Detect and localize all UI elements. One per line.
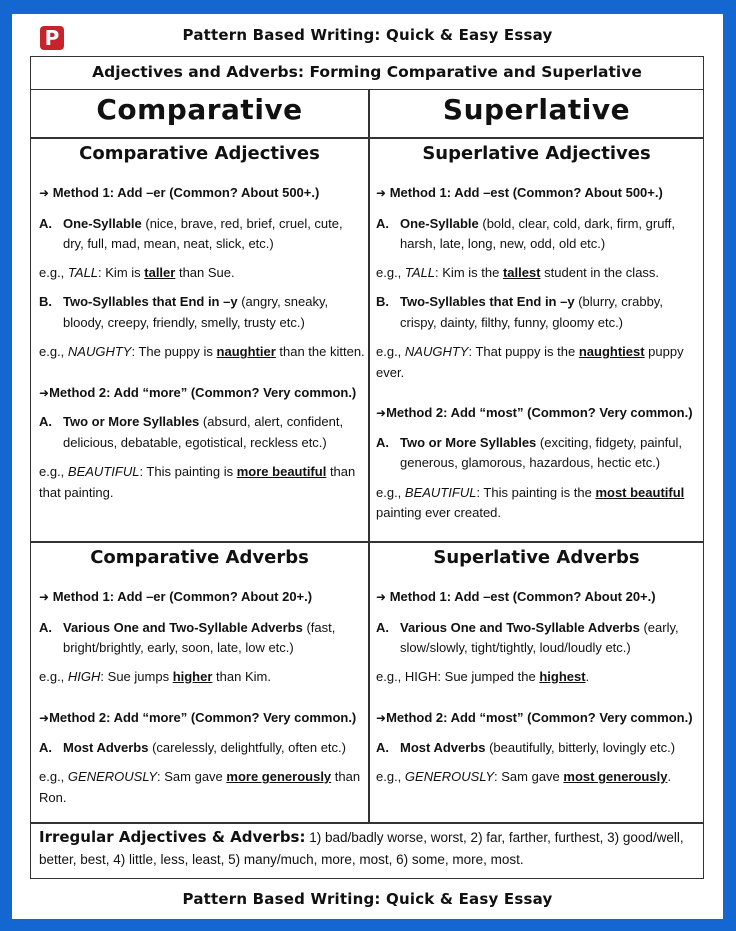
text-span: One-Syllable (400, 215, 479, 231)
text-span: Two or More Syllables (63, 414, 200, 429)
text-span: : Sue jumped the (437, 668, 540, 684)
text-span: Most Adverbs (63, 739, 149, 755)
text-span: e.g., (39, 464, 68, 479)
text-span: (carelessly, delightfully, often etc.) (148, 739, 346, 755)
adverbs-divider (31, 541, 703, 543)
text-span: Various One and Two-Syllable Adverbs (63, 619, 303, 635)
irregular-forms (39, 827, 694, 871)
example-word: NAUGHTY (67, 344, 132, 359)
text-span: (absurd, alert, confident, delicious, debatable, egotistical, reckless etc.) (63, 414, 344, 450)
comparative-adverbs-heading: Comparative Adverbs (90, 547, 309, 568)
superlative-adverbs-heading: Superlative Adverbs (433, 547, 640, 568)
text-span: A. (39, 414, 52, 429)
text-span: e.g., (39, 264, 68, 280)
text-span: Irregular Adjectives & Adverbs: (39, 828, 306, 846)
example (39, 263, 366, 284)
comparative-heading: Comparative (96, 93, 303, 126)
underlined-form: more generously (226, 769, 332, 784)
text-span: e.g., (39, 344, 68, 359)
arrow-right-icon: ➜ (39, 385, 50, 400)
example-word: HIGH (67, 668, 101, 684)
underlined-form: naughtiest (578, 344, 645, 359)
example-word: TALL (404, 264, 436, 280)
text-span: (exciting, fidgety, painful, generous, glamorous, hazardous, hectic etc.) (400, 434, 683, 470)
list-item (39, 618, 366, 659)
text-span: Two-Syllables that End in –y (400, 294, 575, 309)
page-header-title: Pattern Based Writing: Quick & Easy Essay (182, 26, 553, 44)
text-span: (beautifully, bitterly, lovingly etc.) (485, 739, 676, 755)
example (376, 667, 703, 688)
underlined-form: more beautiful (236, 464, 327, 479)
superlative-adjectives-heading: Superlative Adjectives (422, 143, 651, 164)
method-2 (39, 708, 366, 729)
text-span: . (667, 769, 672, 784)
method-1 (376, 183, 703, 204)
text-span: e.g., (376, 668, 405, 684)
text-span: e.g., (376, 484, 405, 500)
page-footer-title: Pattern Based Writing: Quick & Easy Essay (182, 890, 553, 908)
example (376, 767, 703, 788)
comparative-adjectives-section (39, 183, 366, 503)
method-1 (39, 587, 366, 608)
underlined-form: higher (172, 668, 213, 684)
text-span: Method 1: Add –est (Common? About 500+.) (389, 185, 663, 200)
example-word: BEAUTIFUL (67, 464, 140, 479)
method-2 (39, 383, 366, 404)
method-2 (376, 708, 703, 729)
text-span: than that painting. (39, 464, 356, 500)
worksheet-page (12, 14, 723, 919)
text-span: HIGH (404, 668, 438, 684)
column-divider (368, 89, 370, 822)
text-span: A. (376, 739, 389, 755)
text-span: : Sam gave (494, 769, 564, 784)
text-span: puppy ever. (376, 344, 684, 380)
arrow-right-icon: ➜ (376, 186, 387, 200)
example (39, 767, 366, 808)
text-span: (early, slow/slowly, tight/tightly, loud/loudly etc.) (400, 619, 679, 655)
text-span: Method 2: Add “most” (Common? Very common.) (386, 710, 693, 725)
text-span: A. (376, 434, 389, 450)
text-span: than the kitten. (275, 344, 365, 359)
underlined-form: highest (539, 668, 586, 684)
text-span: e.g., (376, 344, 405, 359)
arrow-right-icon: ➜ (39, 590, 50, 604)
table-title: Adjectives and Adverbs: Forming Comparative and Superlative (31, 57, 703, 90)
arrow-right-icon: ➜ (376, 711, 387, 725)
text-span: (blurry, crabby, crispy, dainty, filthy, funny, gloomy etc.) (400, 294, 663, 330)
arrow-right-icon: ➜ (39, 711, 50, 725)
text-span: Various One and Two-Syllable Adverbs (400, 619, 640, 635)
example (376, 483, 703, 524)
text-span: : That puppy is the (468, 344, 579, 359)
text-span: than Kim. (212, 668, 271, 684)
text-span: One-Syllable (63, 215, 142, 231)
text-span: Method 2: Add “more” (Common? Very common.) (49, 710, 357, 725)
underlined-form: most beautiful (595, 484, 685, 500)
example (376, 263, 703, 284)
superlative-heading: Superlative (442, 93, 631, 126)
list-item (39, 738, 366, 759)
text-span: : Sam gave (157, 769, 227, 784)
text-span: : This painting is (139, 464, 237, 479)
text-span: e.g., (376, 264, 405, 280)
text-span: Method 1: Add –est (Common? About 20+.) (389, 589, 656, 604)
underlined-form: naughtier (216, 344, 276, 359)
list-item (39, 214, 366, 255)
list-item (376, 618, 703, 659)
text-span: Method 1: Add –er (Common? About 20+.) (52, 589, 313, 604)
irregular-divider (31, 822, 703, 824)
text-span: than Sue. (175, 264, 235, 280)
superlative-adverbs-section (376, 587, 703, 788)
text-span: Method 2: Add “most” (Common? Very common.) (386, 405, 693, 420)
list-item (39, 292, 366, 333)
example-word: GENEROUSLY (404, 769, 495, 784)
underlined-form: most generously (563, 769, 668, 784)
example (39, 667, 366, 688)
text-span: student in the class. (540, 264, 660, 280)
header-divider (31, 137, 703, 139)
list-item (39, 412, 366, 453)
text-span: e.g., (39, 668, 68, 684)
text-span: A. (39, 739, 52, 755)
method-1 (39, 183, 366, 204)
text-span: than Ron. (39, 769, 361, 805)
pinterest-logo-icon[interactable]: P (40, 26, 64, 50)
text-span: A. (376, 215, 389, 231)
example-word: GENEROUSLY (67, 769, 158, 784)
text-span: . (585, 668, 590, 684)
list-item (376, 292, 703, 333)
arrow-right-icon: ➜ (376, 406, 387, 420)
example (39, 462, 366, 503)
text-span: Two or More Syllables (400, 434, 537, 450)
text-span: (bold, clear, cold, dark, firm, gruff, harsh, late, long, new, odd, old etc.) (400, 215, 676, 251)
text-span: B. (376, 294, 389, 309)
comparative-adverbs-section (39, 587, 366, 808)
arrow-right-icon: ➜ (376, 590, 387, 604)
example (376, 342, 703, 383)
text-span: (fast, bright/brightly, early, soon, late, low etc.) (63, 619, 336, 655)
example-word: NAUGHTY (404, 344, 469, 359)
list-item (376, 738, 703, 759)
text-span: : Sue jumps (100, 668, 173, 684)
underlined-form: tallest (502, 264, 541, 280)
text-span: 1) bad/badly worse, worst, 2) far, farther, furthest, 3) good/well, better, best, 4) little, less, least, 5) many/much, more, most, 6) some, more, most. (39, 830, 684, 867)
text-span: e.g., (376, 769, 405, 784)
text-span: painting ever created. (376, 505, 502, 520)
superlative-adjectives-section (376, 183, 703, 524)
list-item (376, 433, 703, 474)
method-1 (376, 587, 703, 608)
text-span: : The puppy is (131, 344, 217, 359)
example (39, 342, 366, 363)
underlined-form: taller (144, 264, 176, 280)
grammar-table (30, 56, 704, 879)
text-span: e.g., (39, 769, 68, 784)
text-span: B. (39, 294, 52, 309)
list-item (376, 214, 703, 255)
text-span: Method 2: Add “more” (Common? Very common.) (49, 384, 357, 400)
arrow-right-icon: ➜ (39, 186, 50, 200)
text-span: A. (39, 619, 52, 635)
text-span: Most Adverbs (400, 739, 486, 755)
text-span: Method 1: Add –er (Common? About 500+.) (52, 185, 320, 200)
text-span: Two-Syllables that End in –y (63, 294, 238, 309)
text-span: (angry, sneaky, bloody, creepy, friendly, smelly, trusty etc.) (63, 294, 329, 330)
text-span: : This painting is the (476, 484, 596, 500)
text-span: : Kim is the (435, 264, 503, 280)
comparative-adjectives-heading: Comparative Adjectives (79, 143, 320, 164)
text-span: (nice, brave, red, brief, cruel, cute, dry, full, mad, mean, neat, slick, etc.) (63, 215, 343, 251)
text-span: A. (376, 619, 389, 635)
text-span: A. (39, 215, 52, 231)
text-span: : Kim is (98, 264, 145, 280)
example-word: BEAUTIFUL (404, 484, 477, 500)
example-word: TALL (67, 264, 99, 280)
method-2 (376, 403, 703, 424)
